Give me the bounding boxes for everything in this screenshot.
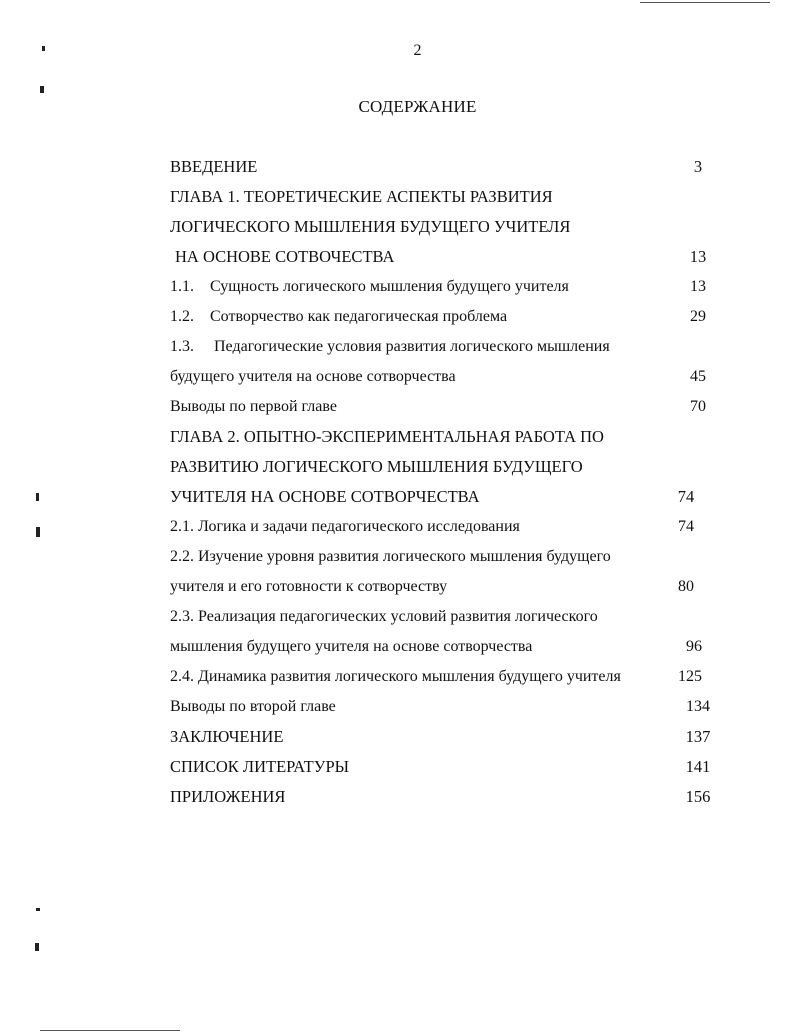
scan-speck — [40, 86, 44, 93]
toc-entry-page: 13 — [689, 247, 707, 266]
toc-entry-text: 2.2. Изучение уровня развития логического мышления будущего — [170, 548, 611, 565]
toc-entry-text: ВВЕДЕНИЕ — [170, 157, 258, 176]
toc-entry-section-1-3-cont — [170, 362, 720, 392]
toc-section-number: 1.3. — [170, 338, 194, 355]
toc-entry-text — [170, 332, 610, 362]
toc-entry-section-2-4 — [170, 662, 720, 692]
toc-entry-text: НА ОСНОВЕ СОТВОЧЕСТВА — [175, 247, 395, 266]
toc-entry-text: Выводы по первой главе — [170, 398, 337, 415]
toc-entry-page: 74 — [677, 487, 695, 506]
toc-entry-text — [170, 272, 569, 302]
toc-entry-text: ЗАКЛЮЧЕНИЕ — [170, 727, 284, 746]
toc-entry-text: ГЛАВА 2. ОПЫТНО-ЭКСПЕРИМЕНТАЛЬНАЯ РАБОТА ПО — [170, 427, 604, 446]
toc-entry-section-1-2 — [170, 302, 720, 332]
toc-entry-text: РАЗВИТИЮ ЛОГИЧЕСКОГО МЫШЛЕНИЯ БУДУЩЕГО — [170, 457, 583, 476]
toc-entry-page: 125 — [678, 668, 702, 685]
toc-section-number: 1.1. — [170, 278, 194, 295]
toc-entry-page: 74 — [678, 518, 694, 535]
scan-speck — [35, 943, 39, 951]
scan-speck — [36, 493, 39, 501]
toc-entry-text: Выводы по второй главе — [170, 698, 336, 715]
toc-entry-page: 134 — [686, 698, 710, 715]
toc-entry-text: 2.3. Реализация педагогических условий развития логического — [170, 608, 598, 625]
toc-entry-page: 156 — [685, 787, 711, 806]
toc-entry-section-1-3 — [170, 332, 720, 362]
toc-entry-text: 2.1. Логика и задачи педагогического исследования — [170, 518, 520, 535]
scan-speck — [36, 908, 40, 911]
toc-entry-page: 141 — [685, 757, 711, 776]
toc-entry-page: 13 — [690, 278, 706, 295]
page-number: 2 — [413, 42, 422, 59]
toc-section-title: Сотворчество как педагогическая проблема — [210, 308, 508, 325]
toc-entry-page: 45 — [690, 368, 706, 385]
toc-entry-section-2-2 — [170, 542, 720, 572]
page-title: СОДЕРЖАНИЕ — [358, 97, 477, 116]
toc-entry-chapter-1 — [170, 182, 720, 212]
toc-entry-page: 96 — [686, 638, 702, 655]
toc-entry-text: будущего учителя на основе сотворчества — [170, 368, 456, 385]
table-of-contents — [170, 152, 720, 812]
toc-entry-text: ЛОГИЧЕСКОГО МЫШЛЕНИЯ БУДУЩЕГО УЧИТЕЛЯ — [170, 217, 571, 236]
toc-entry-text: 2.4. Динамика развития логического мышления будущего учителя — [170, 668, 621, 685]
toc-entry-text: учителя и его готовности к сотворчеству — [170, 578, 448, 595]
toc-entry-section-2-1 — [170, 512, 720, 542]
toc-entry-text — [170, 302, 507, 332]
toc-section-number: 1.2. — [170, 308, 194, 325]
toc-entry-page: 80 — [678, 578, 694, 595]
scan-edge-line-top — [640, 2, 770, 3]
toc-entry-conclusion — [170, 722, 720, 752]
toc-entry-page: 29 — [690, 308, 706, 325]
toc-entry-page: 3 — [693, 157, 703, 176]
toc-entry-page: 137 — [685, 727, 711, 746]
scan-speck — [36, 527, 40, 537]
toc-entry-chapter-2-end — [170, 482, 720, 512]
toc-entry-conclusions-2 — [170, 692, 720, 722]
toc-entry-text: СПИСОК ЛИТЕРАТУРЫ — [170, 757, 350, 776]
toc-entry-text: мышления будущего учителя на основе сотворчества — [170, 638, 533, 655]
toc-entry-bibliography — [170, 752, 720, 782]
toc-entry-chapter-1-cont — [170, 212, 720, 242]
toc-entry-chapter-2 — [170, 422, 720, 452]
toc-entry-chapter-2-cont — [170, 452, 720, 482]
toc-entry-text: ГЛАВА 1. ТЕОРЕТИЧЕСКИЕ АСПЕКТЫ РАЗВИТИЯ — [170, 187, 553, 206]
toc-section-title: Сущность логического мышления будущего учителя — [210, 278, 569, 295]
toc-entry-conclusions-1 — [170, 392, 720, 422]
toc-entry-text: УЧИТЕЛЯ НА ОСНОВЕ СОТВОРЧЕСТВА — [170, 487, 480, 506]
toc-entry-text: ПРИЛОЖЕНИЯ — [170, 787, 286, 806]
toc-entry-chapter-1-end — [170, 242, 720, 272]
toc-section-title: Педагогические условия развития логического мышления — [214, 338, 610, 355]
toc-entry-appendices — [170, 782, 720, 812]
toc-entry-page: 70 — [690, 398, 706, 415]
scan-edge-line-bottom — [40, 1030, 180, 1031]
toc-entry-introduction — [170, 152, 720, 182]
toc-entry-section-2-2-cont — [170, 572, 720, 602]
toc-entry-section-2-3 — [170, 602, 720, 632]
toc-entry-section-2-3-cont — [170, 632, 720, 662]
toc-entry-section-1-1 — [170, 272, 720, 302]
